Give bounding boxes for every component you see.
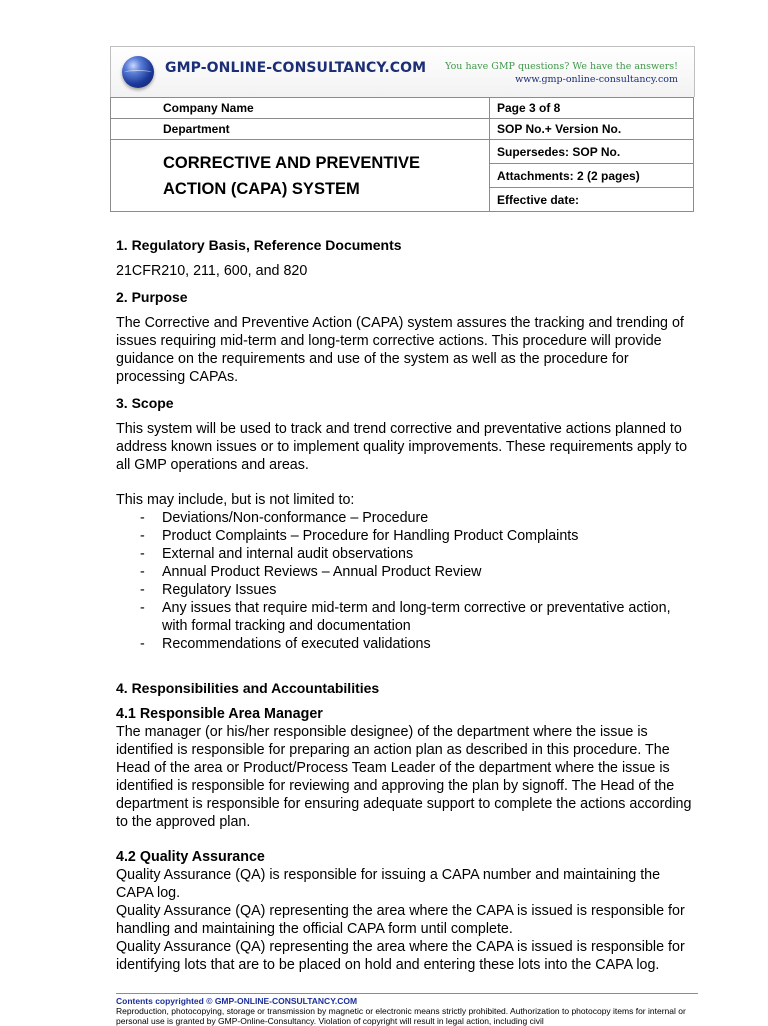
page-number-cell: Page 3 of 8 <box>490 98 694 119</box>
attachments-cell: Attachments: 2 (2 pages) <box>490 164 694 188</box>
document-title-cell <box>111 140 490 212</box>
section-4-2-paragraph: Quality Assurance (QA) representing the area where the CAPA is issued is responsible for handling and maintaining the official CAPA form until complete. <box>116 903 685 937</box>
list-item: - Product Complaints – Procedure for Handling Product Complaints <box>116 527 698 545</box>
section-4-2-paragraph: Quality Assurance (QA) is responsible for issuing a CAPA number and maintaining the CAPA log. <box>116 867 661 901</box>
list-item: - Recommendations of executed validations <box>116 635 698 653</box>
section-1-text: 21CFR210, 211, 600, and 820 <box>116 263 308 279</box>
header-banner <box>110 46 695 97</box>
list-item: - Deviations/Non-conformance – Procedure <box>116 509 698 527</box>
section-2-text: The Corrective and Preventive Action (CAPA) system assures the tracking and trending of issues requiring mid-term and long-term corrective actions. This procedure will provide guidance on the requirements and use of the system as well as the procedure for processing CAPAs. <box>116 315 684 385</box>
list-item: - Annual Product Reviews – Annual Product Review <box>116 563 698 581</box>
section-4-1-text: The manager (or his/her responsible designee) of the department where the issue is identified is responsible for preparing an action plan as described in this procedure. The Head of the area or Product/Process Team Leader of the department where the issue is identified is responsible for reviewing and approving the plan by signoff. The Head of the department is responsible for ensuring adequate support to complete the actions according to the approved plan. <box>116 724 692 830</box>
list-item: - External and internal audit observations <box>116 545 698 563</box>
section-3-heading: 3. Scope <box>116 395 174 411</box>
document-title-line1: CORRECTIVE AND PREVENTIVE <box>163 153 421 172</box>
section-4-1-heading: 4.1 Responsible Area Manager <box>116 706 323 722</box>
section-4-2-paragraph: Quality Assurance (QA) representing the area where the CAPA is issued is responsible for identifying lots that are to be placed on hold and entering these lots into the CAPA log. <box>116 939 685 973</box>
sop-version-cell: SOP No.+ Version No. <box>490 119 694 140</box>
scope-list <box>116 509 698 653</box>
section-2-heading: 2. Purpose <box>116 289 188 305</box>
company-name-cell: Company Name <box>111 98 490 119</box>
department-cell: Department <box>111 119 490 140</box>
logo-text: GMP-ONLINE-CONSULTANCY.COM <box>165 60 427 76</box>
section-3-text: This system will be used to track and trend corrective and preventative actions planned to address known issues or to implement quality improvements. These requirements apply to all GMP operations and areas. <box>116 421 688 473</box>
page-footer <box>116 993 698 1026</box>
document-header-table <box>110 97 694 212</box>
section-1-heading: 1. Regulatory Basis, Reference Documents <box>116 237 402 253</box>
website-url: www.gmp-online-consultancy.com <box>515 74 678 85</box>
supersedes-cell: Supersedes: SOP No. <box>490 140 694 164</box>
section-4-2-heading: 4.2 Quality Assurance <box>116 849 265 865</box>
tagline-text: You have GMP questions? We have the answers! <box>445 61 678 72</box>
document-body <box>116 236 698 974</box>
effective-date-cell: Effective date: <box>490 188 694 212</box>
list-item: - Any issues that require mid-term and long-term corrective or preventative action, with formal tracking and documentation <box>116 599 698 635</box>
section-4-heading: 4. Responsibilities and Accountabilities <box>116 680 380 696</box>
globe-logo-icon <box>122 56 154 88</box>
footer-notice: Reproduction, photocopying, storage or transmission by magnetic or electronic means strictly prohibited. Authorization to photocopy items for internal or personal use is granted by GMP-Online-Consultancy. Violation of copyright will result in legal action, including civil <box>116 1006 686 1026</box>
footer-copyright: Contents copyrighted © GMP-ONLINE-CONSULTANCY.COM <box>116 996 358 1006</box>
document-title-line2: ACTION (CAPA) SYSTEM <box>163 179 360 198</box>
tagline <box>445 60 678 86</box>
section-3-list-intro: This may include, but is not limited to: <box>116 492 355 508</box>
list-item: - Regulatory Issues <box>116 581 698 599</box>
